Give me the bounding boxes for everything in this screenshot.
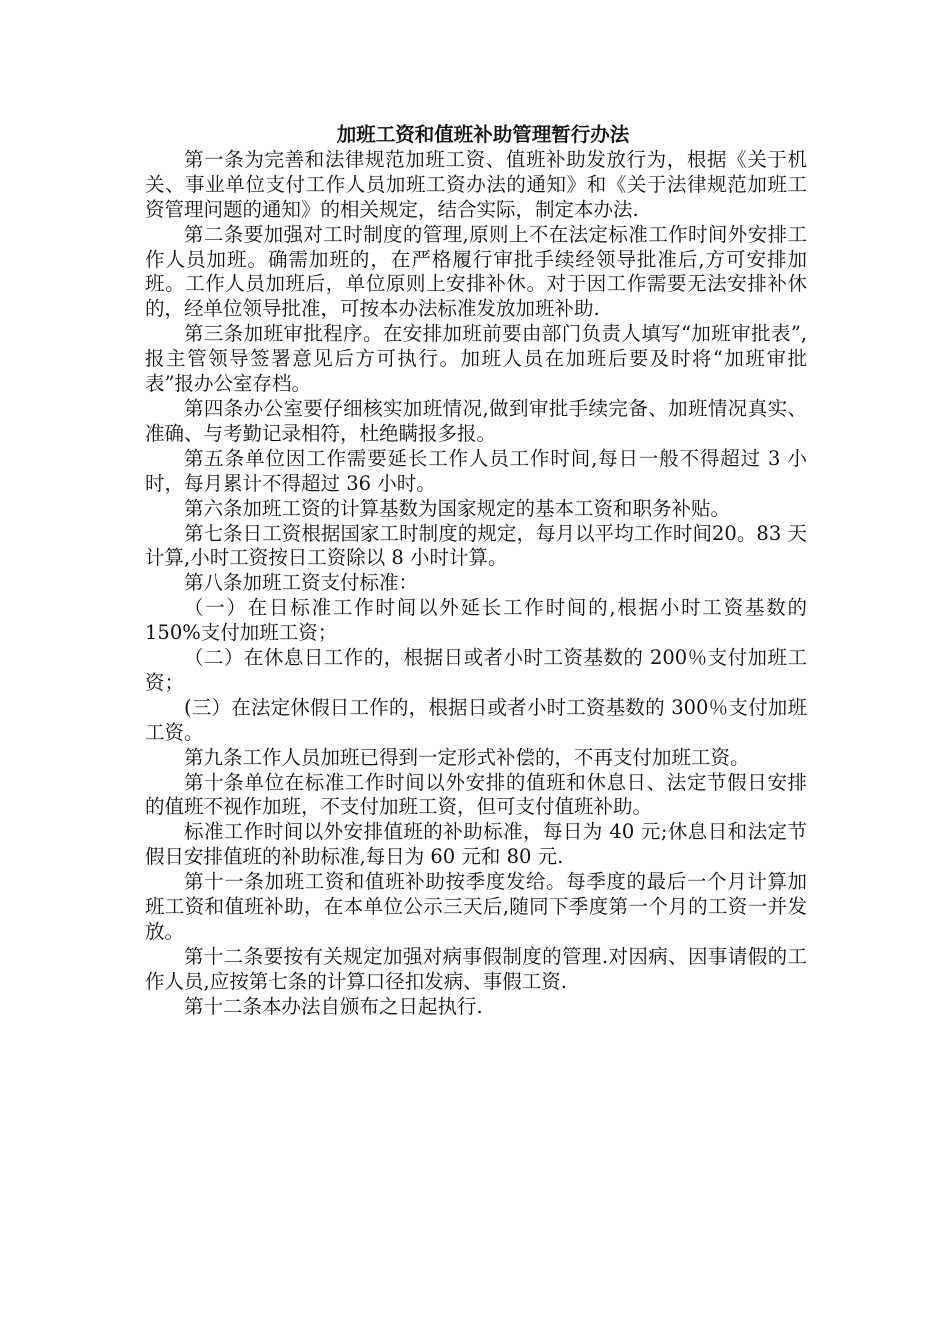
article-2: 第二条要加强对工时制度的管理,原则上不在法定标准工作时间外安排工作人员加班。确需加班的，在严格履行审批手续经领导批准后,方可安排加班。工作人员加班后，单位原则上安排补休。对于因工作需要无法安排补休的，经单位领导批准，可按本办法标准发放加班补助. xyxy=(145,222,807,321)
article-6: 第六条加班工资的计算基数为国家规定的基本工资和职务补贴。 xyxy=(184,496,731,520)
article-9: 第九条工作人员加班已得到一定形式补偿的，不再支付加班工资。 xyxy=(184,745,750,769)
article-8-item-1: （一）在日标准工作时间以外延长工作时间的,根据小时工资基数的 150%支付加班工资； xyxy=(145,596,807,645)
article-13: 第十二条本办法自颁布之日起执行. xyxy=(184,994,483,1018)
article-5: 第五条单位因工作需要延长工作人员工作时间,每日一般不得超过 3 小时，每月累计不得超过 36 小时。 xyxy=(145,446,807,495)
article-1: 第一条为完善和法律规范加班工资、值班补助发放行为，根据《关于机关、事业单位支付工作人员加班工资办法的通知》和《关于法律规范加班工资管理问题的通知》的相关规定，结合实际，制定本办法. xyxy=(145,147,807,221)
article-10: 第十条单位在标准工作时间以外安排的值班和休息日、法定节假日安排的值班不视作加班，不支付加班工资，但可支付值班补助。 xyxy=(145,770,807,819)
article-10-standard: 标准工作时间以外安排值班的补助标准，每日为 40 元;休息日和法定节假日安排值班的补助标准,每日为 60 元和 80 元. xyxy=(145,820,807,869)
document-body xyxy=(145,123,807,1020)
article-4: 第四条办公室要仔细核实加班情况,做到审批手续完备、加班情况真实、准确、与考勤记录相符，杜绝瞒报多报。 xyxy=(145,396,807,445)
article-8: 第八条加班工资支付标准： xyxy=(184,571,419,595)
article-12: 第十二条要按有关规定加强对病事假制度的管理.对因病、因事请假的工作人员,应按第七条的计算口径扣发病、事假工资. xyxy=(145,944,807,993)
article-3: 第三条加班审批程序。在安排加班前要由部门负责人填写“加班审批表”,报主管领导签署意见后方可执行。加班人员在加班后要及时将“加班审批表”报办公室存档。 xyxy=(145,322,807,396)
article-7: 第七条日工资根据国家工时制度的规定，每月以平均工作时间20。83 天计算,小时工资按日工资除以 8 小时计算。 xyxy=(145,521,807,570)
article-8-item-2: （二）在休息日工作的，根据日或者小时工资基数的 200％支付加班工资； xyxy=(145,646,807,694)
article-11: 第十一条加班工资和值班补助按季度发给。每季度的最后一个月计算加班工资和值班补助，在本单位公示三天后,随同下季度第一个月的工资一并发放。 xyxy=(145,870,807,943)
document-title: 加班工资和值班补助管理暂行办法 xyxy=(336,123,630,146)
article-8-item-3: (三）在法定休假日工作的，根据日或者小时工资基数的 300％支付加班工资。 xyxy=(145,695,807,744)
